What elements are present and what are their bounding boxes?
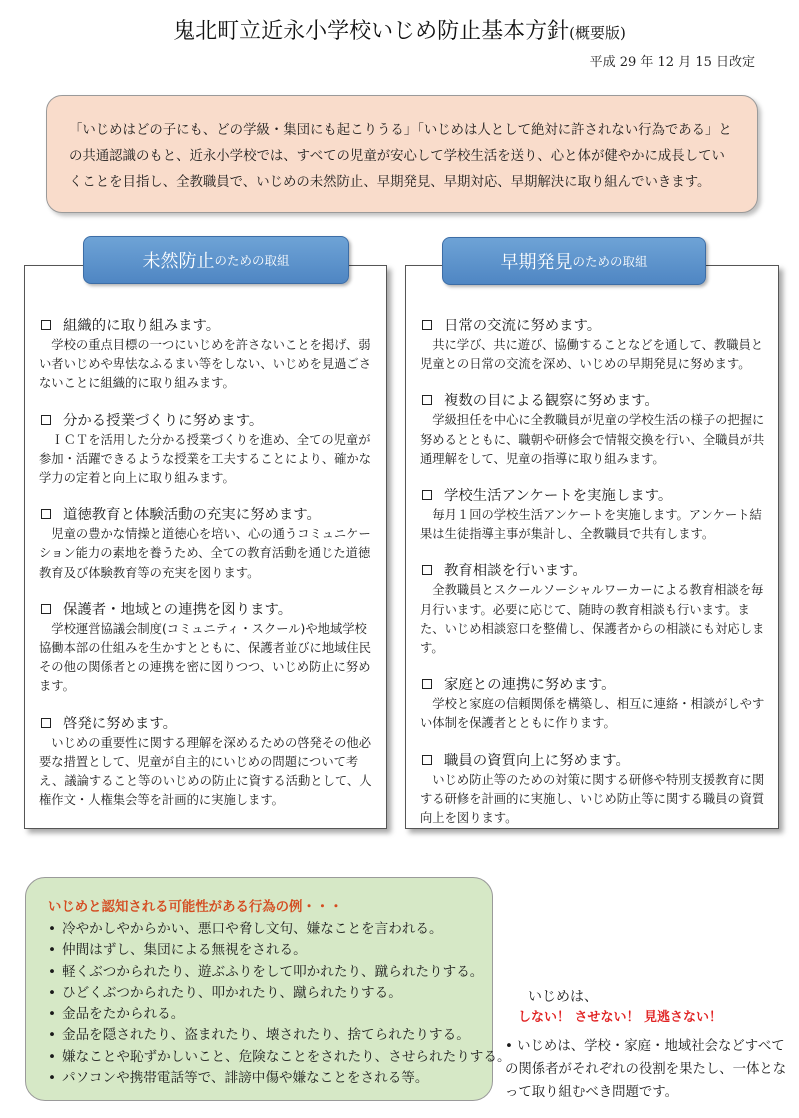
prevention-item	[39, 505, 378, 583]
item-body: 学校運営協議会制度(コミュニティ・スクール)や地域学校協働本部の仕組みを生かすとともに、保護者並びに地域住民その他の関係者との連携を密に図りつつ、いじめ防止に努めます。	[39, 621, 372, 694]
checkbox-icon	[41, 718, 51, 728]
slogan-main: しない！ させない！ 見逃さない！	[518, 1010, 723, 1025]
prevention-item	[39, 411, 378, 489]
list-item: • 軽くぶつかられたり、遊ぶふりをして叩かれたり、蹴られたりする。	[48, 962, 478, 983]
prevention-items	[39, 316, 378, 827]
bullet-icon: •	[48, 921, 57, 937]
item-title: 組織的に取り組みます。	[63, 318, 221, 334]
early-detection-item	[420, 675, 772, 733]
item-body: ＩＣＴを活用した分かる授業づくりを進め、全ての児童が参加・活躍できるような授業を工夫することにより、確かな学力の定着と向上に取り組みます。	[39, 432, 372, 486]
checkbox-icon	[422, 565, 432, 575]
item-body: 毎月１回の学校生活アンケートを実施します。アンケート結果は生徒指導主事が集計し、全教職員で共有します。	[420, 508, 762, 542]
examples-title: いじめと認知される可能性がある行為の例・・・	[48, 900, 343, 915]
item-title: 家庭との連携に努めます。	[444, 677, 616, 694]
checkbox-icon	[422, 755, 432, 765]
early-detection-item	[420, 561, 772, 658]
prevention-item	[39, 316, 378, 394]
item-body: 学校と家庭の信頼関係を構築し、相互に連絡・相談がしやすい体制を保護者とともに作ります。	[420, 697, 765, 731]
list-item: • 金品をたかられる。	[48, 1004, 478, 1025]
item-body: 共に学び、共に遊び、協働することなどを通して、教職員と児童との日常の交流を深め、いじめの早期発見に努めます。	[420, 338, 764, 372]
early-detection-item	[420, 751, 772, 829]
checkbox-icon	[422, 679, 432, 689]
list-item: • 仲間はずし、集団による無視をされる。	[48, 940, 478, 961]
bullet-icon: •	[48, 984, 57, 1001]
item-title: 職員の資質向上に努めます。	[444, 752, 630, 769]
item-title: 分かる授業づくりに努めます。	[63, 412, 264, 429]
page-title	[0, 14, 799, 45]
item-title: 啓発に努めます。	[63, 715, 177, 732]
page-title-main: 鬼北町立近永小学校いじめ防止基本方針	[173, 19, 570, 44]
early-detection-items	[420, 316, 772, 845]
bullet-icon: •	[48, 1027, 57, 1044]
item-title: 学校生活アンケートを実施します。	[444, 488, 673, 505]
item-title: 複数の目による観察に努めます。	[444, 393, 659, 410]
prevention-item	[39, 714, 378, 811]
bullet-icon: •	[48, 942, 57, 959]
item-body: 学級担任を中心に全教職員が児童の学校生活の様子の把握に努めるとともに、職朝や研修会で情報交換を行い、全職員が共通理解をして、児童の指導に取り組みます。	[420, 413, 765, 466]
early-detection-panel	[405, 265, 779, 829]
item-body: 児童の豊かな情操と道徳心を培い、心の通うコミュニケーション能力の素地を養うため、全ての教育活動を通じた道徳教育及び体験教育等の充実を図ります。	[39, 527, 371, 580]
item-body: 全教職員とスクールソーシャルワーカーによる教育相談を毎月行います。必要に応じて、随時の教育相談も行います。また、いじめ相談窓口を整備し、保護者からの相談にも対応します。	[420, 583, 765, 656]
early-detection-item	[420, 486, 772, 544]
prevention-panel	[24, 265, 387, 829]
slogan-lead: いじめは、	[528, 989, 598, 1005]
item-body: いじめの重要性に関する理解を深めるための啓発その他必要な措置として、児童が自主的にいじめの問題について考え、議論すること等のいじめの防止に資する活動として、人権作文・人権集会等を計画的に実施します。	[39, 735, 372, 808]
bullet-icon: •	[505, 1039, 518, 1054]
item-body: 学校の重点目標の一つにいじめを許さないことを掲げ、弱い者いじめや卑怯なふるまい等をしない、いじめを見過ごさないことに組織的に取り組みます。	[39, 338, 372, 391]
examples-box	[25, 877, 511, 1101]
bullet-icon: •	[48, 1048, 57, 1065]
page-title-sub: (概要版)	[569, 24, 626, 42]
checkbox-icon	[41, 320, 51, 330]
examples-list	[48, 919, 511, 1089]
checkbox-icon	[41, 604, 51, 614]
list-item: • パソコンや携帯電話等で、誹謗中傷や嫌なことをされる等。	[48, 1068, 478, 1089]
list-item: • ひどくぶつかられたり、叩かれたり、蹴られたりする。	[48, 983, 478, 1004]
item-body: いじめ防止等のための対策に関する研修や特別支援教育に関する研修を計画的に実施し、いじめ防止等に関する職員の資質向上を図ります。	[420, 772, 765, 826]
item-title: 道徳教育と体験活動の充実に努めます。	[63, 507, 321, 524]
early-detection-banner: 早期発見 のための取組	[442, 237, 706, 285]
prevention-item	[39, 600, 378, 697]
item-title: 教育相談を行います。	[444, 563, 587, 580]
revised-date: 平成 29 年 12 月 15 日改定	[589, 55, 755, 70]
early-detection-item	[420, 316, 772, 374]
list-item: • 金品を隠されたり、盗まれたり、壊されたり、捨てられたりする。	[48, 1025, 478, 1046]
bullet-icon: •	[48, 1006, 57, 1023]
early-detection-item	[420, 391, 772, 469]
checkbox-icon	[422, 395, 432, 405]
list-item: • 嫌なことや恥ずかしいこと、危険なことをされたり、させられたりする。	[48, 1047, 478, 1068]
list-item: • 冷やかしやからかい、悪口や脅し文句、嫌なことを言われる。	[48, 919, 478, 940]
bullet-icon: •	[48, 963, 57, 980]
item-title: 日常の交流に努めます。	[444, 318, 602, 334]
intro-box: 「いじめはどの子にも、どの学級・集団にも起こりうる」「いじめは人として絶対に許されない行為である」との共通認識のもと、近永小学校では、すべての児童が安心して学校生活を送り、心と体が健やかに成長していくことを目指し、全教職員で、いじめの未然防止、早期発見、早期対応、早期解決に取り組んでいきます。	[46, 95, 758, 213]
closing-statement: • いじめは、学校・家庭・地域社会などすべての関係者がそれぞれの役割を果たし、一体となって取り組むべき問題です。	[505, 1039, 787, 1100]
item-title: 保護者・地域との連携を図ります。	[63, 601, 293, 618]
checkbox-icon	[422, 490, 432, 500]
prevention-banner: 未然防止 のための取組	[83, 236, 349, 284]
bullet-icon: •	[48, 1070, 57, 1087]
checkbox-icon	[422, 320, 432, 330]
checkbox-icon	[41, 415, 51, 425]
checkbox-icon	[41, 509, 51, 519]
